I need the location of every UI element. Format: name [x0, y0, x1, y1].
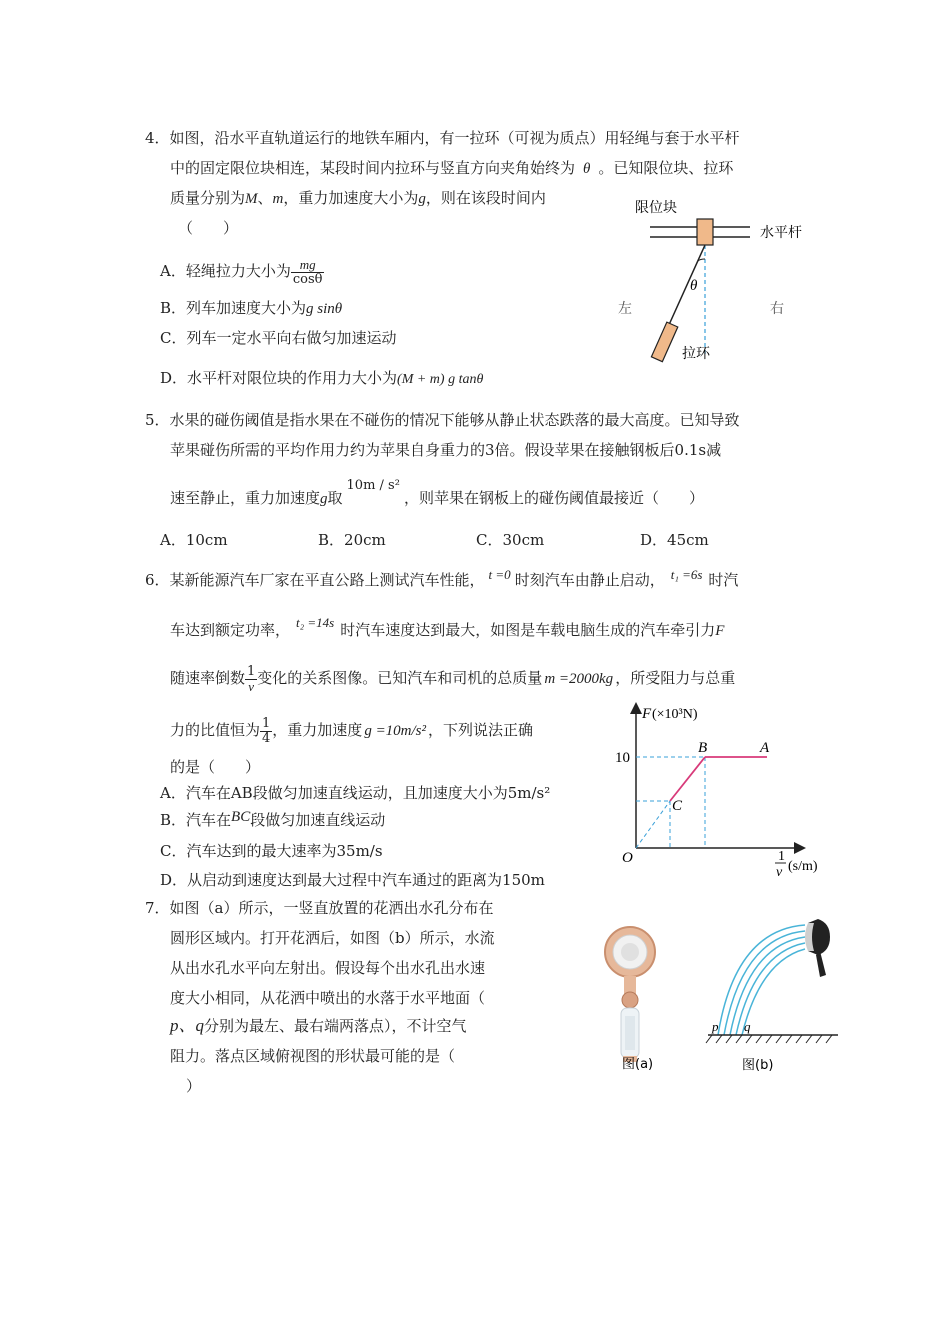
q6-option-b[interactable]: B．汽车在BC段做匀加速直线运动 [160, 809, 386, 829]
label-right: 右 [770, 301, 784, 317]
q5-option-c[interactable]: C．30cm [476, 531, 545, 549]
q4-option-a[interactable]: A．轻绳拉力大小为 $\frac{mg}{\cos\theta}$ [160, 256, 323, 287]
q6-option-d[interactable]: D．从启动到速度达到最大过程中汽车通过的距离为150m [160, 871, 545, 889]
q7-line4: 度大小相同，从花洒中喷出的水落于水平地面（ [170, 989, 486, 1007]
q5-option-a[interactable]: A．10cm [160, 531, 228, 549]
label-q: q [744, 1019, 751, 1034]
q6-line3: 随速率倒数 $\frac{1}{v}$ 变化的关系图像。已知汽车和司机的总质量 m =2000kg ，所受阻力与总重 [170, 663, 736, 694]
segment-bc [670, 757, 705, 801]
q5-line3: 速至静止，重力加速度g取10m / s²，则苹果在钢板上的碰伤阈值最接近（ ） [170, 478, 704, 507]
light-rope [668, 245, 705, 327]
q6-line1: 6．某新能源汽车厂家在平直公路上测试汽车性能， t =0 时刻汽车由静止启动， t₁ =6s 时汽 [145, 567, 739, 589]
q4-line2: 中的固定限位块相连，某段时间内拉环与竖直方向夹角始终为 θ 。已知限位块、拉环 [170, 159, 734, 177]
q7-line3: 从出水孔水平向左射出。假设每个出水孔出水速 [170, 959, 486, 977]
q6-line5: 的是（ ） [170, 758, 261, 776]
q4-line3: 质量分别为M、m，重力加速度大小为g，则在该段时间内 [170, 189, 546, 207]
tick-10: 10 [615, 750, 630, 766]
q4-figure [610, 195, 830, 370]
q5-line1: 5．水果的碰伤阈值是指水果在不碰伤的情况下能够从静止状态跌落的最大高度。已知导致 [145, 411, 740, 429]
y-axis-unit: (×10³N) [652, 707, 698, 722]
q7-figure-b [700, 905, 850, 1080]
y-axis-label: F [642, 706, 652, 722]
pull-ring [651, 322, 677, 362]
label-block: 限位块 [635, 200, 677, 216]
point-c: C [672, 798, 683, 814]
label-ring: 拉环 [682, 346, 710, 362]
point-b: B [698, 740, 708, 756]
x-den: v [776, 865, 783, 880]
q4-paren: （ ） [178, 219, 239, 237]
q7-line7: ） [186, 1077, 202, 1095]
origin-o: O [622, 850, 633, 866]
q5-option-d[interactable]: D．45cm [640, 531, 709, 549]
limit-block [697, 219, 713, 245]
caption-b: 图(b) [742, 1058, 774, 1073]
q6-line2: 车达到额定功率， t₂ =14s 时汽车速度达到最大，如图是车载电脑生成的汽车牵引力F [170, 615, 725, 639]
q4-line1: 4．如图，沿水平直轨道运行的地铁车厢内，有一拉环（可视为质点）用轻绳与套于水平杆 [145, 129, 740, 147]
q6-option-a[interactable]: A．汽车在AB段做匀加速直线运动，且加速度大小为5m/s² [160, 784, 551, 802]
q4-option-c[interactable]: C．列车一定水平向右做匀加速运动 [160, 329, 397, 347]
q4-option-b[interactable]: B．列车加速度大小为g sinθ [160, 299, 343, 317]
q6-graph [610, 700, 840, 885]
q7-line5: p、q分别为最左、最右端两落点），不计空气 [170, 1016, 467, 1035]
q6-line4: 力的比值恒为 $\frac{1}{4}$ ，重力加速度 g =10m/s² ，下列说法正确 [170, 715, 534, 746]
point-a: A [760, 740, 770, 756]
label-theta: θ [690, 278, 698, 294]
q5-line2: 苹果碰伤所需的平均作用力约为苹果自身重力的3倍。假设苹果在接触钢板后0.1s减 [170, 441, 722, 459]
q5-option-b[interactable]: B．20cm [318, 531, 386, 549]
q7-figure-a [600, 920, 680, 1080]
label-rod: 水平杆 [760, 225, 802, 241]
x-num: 1 [778, 849, 785, 864]
x-unit: (s/m) [788, 859, 818, 874]
q4-option-d[interactable]: D．水平杆对限位块的作用力大小为(M + m) g tanθ [160, 369, 484, 387]
q6-option-c[interactable]: C．汽车达到的最大速率为35m/s [160, 842, 383, 860]
q7-line1: 7．如图（a）所示，一竖直放置的花洒出水孔分布在 [145, 899, 494, 917]
caption-a: 图(a) [622, 1057, 654, 1072]
label-left: 左 [618, 301, 632, 317]
q7-line6: 阻力。落点区域俯视图的形状最可能的是（ [170, 1047, 456, 1065]
label-p: p [712, 1019, 719, 1034]
q7-line2: 圆形区域内。打开花洒后，如图（b）所示，水流 [170, 929, 495, 947]
